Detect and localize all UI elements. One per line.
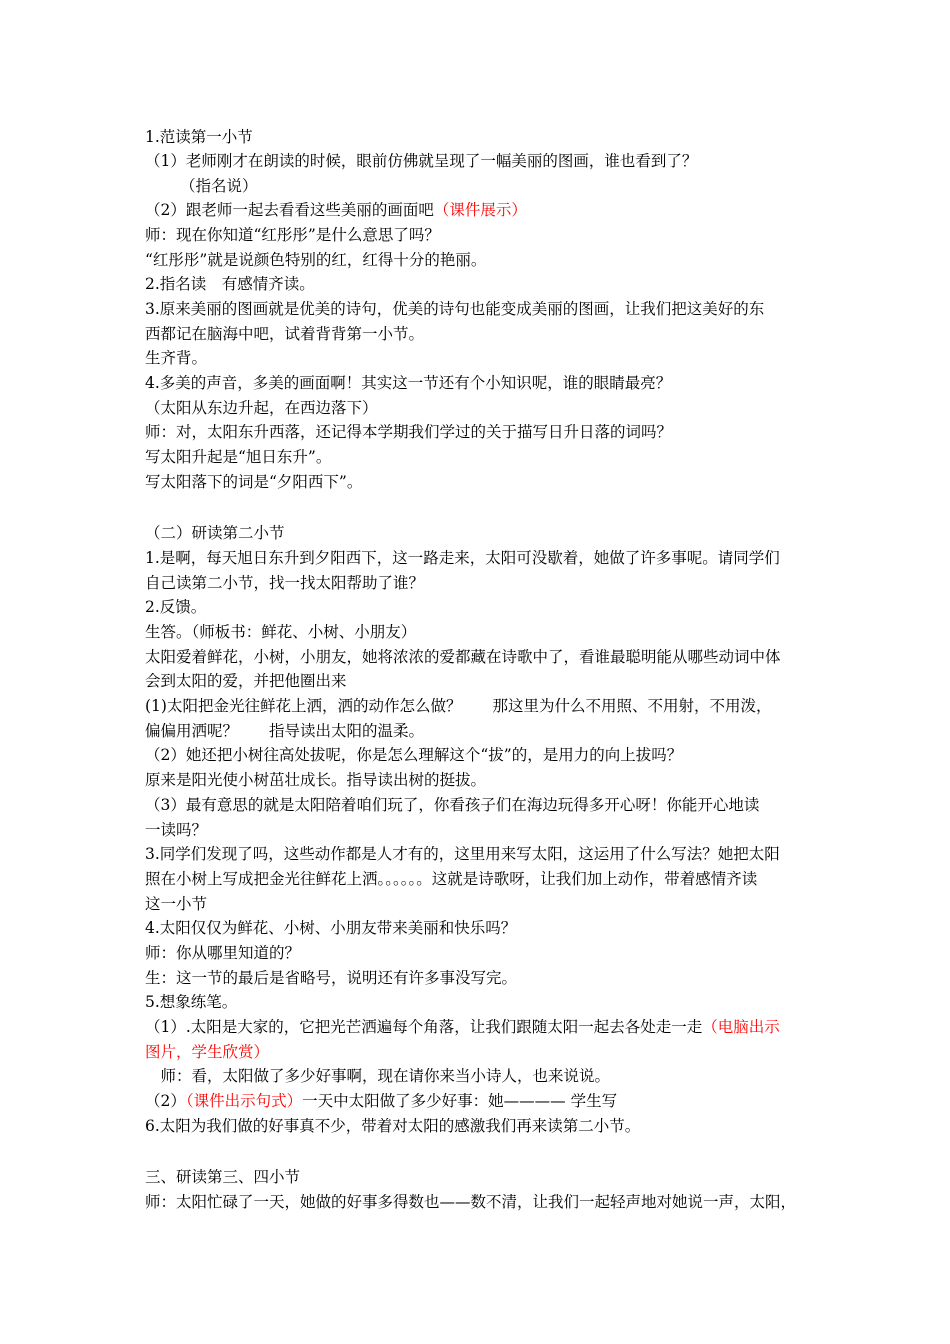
paragraph-line <box>145 842 825 866</box>
paragraph-line <box>145 470 825 494</box>
line-text: 会到太阳的爱，并把他圈出来 <box>145 672 347 690</box>
paragraph-line <box>145 1190 825 1214</box>
paragraph-line <box>145 743 825 767</box>
line-text: 偏偏用洒呢？ 指导读出太阳的温柔。 <box>145 722 425 740</box>
line-text: （太阳从东边升起，在西边落下） <box>145 399 378 417</box>
line-text: 写太阳升起是“旭日东升”。 <box>145 448 332 466</box>
line-text: “红彤彤”就是说颜色特别的红，红得十分的艳丽。 <box>145 251 487 269</box>
paragraph-line <box>180 174 860 198</box>
line-text: 6.太阳为我们做的好事真不少，带着对太阳的感激我们再来读第二小节。 <box>145 1117 641 1135</box>
paragraph-line <box>145 198 825 222</box>
highlight-note: （课件出示句式） <box>185 1092 303 1110</box>
paragraph-line <box>145 248 825 272</box>
paragraph-line <box>145 1015 825 1039</box>
line-text: （1）.太阳是大家的，它把光芒洒遍每个角落，让我们跟随太阳一起去各处走一走 <box>145 1018 703 1036</box>
paragraph-line <box>145 793 825 817</box>
line-text: （1）老师刚才在朗读的时候，眼前仿佛就呈现了一幅美丽的图画，谁也看到了？ <box>145 152 698 170</box>
line-text: 生答。（师板书：鲜花、小树、小朋友） <box>145 623 417 641</box>
paragraph-line <box>145 966 825 990</box>
paragraph-line <box>145 223 825 247</box>
paragraph-line <box>145 346 825 370</box>
line-text: 写太阳落下的词是“夕阳西下”。 <box>145 473 363 491</box>
line-text: 3.同学们发现了吗，这些动作都是人才有的，这里用来写太阳，这运用了什么写法？她把太阳 <box>145 845 780 863</box>
line-text: （2） <box>145 1092 186 1110</box>
paragraph-line <box>145 595 825 619</box>
paragraph-line <box>145 297 825 321</box>
paragraph-line <box>145 768 825 792</box>
paragraph-line <box>145 892 825 916</box>
section-heading-3 <box>145 1165 825 1189</box>
line-text: 3.原来美丽的图画就是优美的诗句，优美的诗句也能变成美丽的图画，让我们把这美好的东 <box>145 300 765 318</box>
highlight-note: 图片，学生欣赏） <box>145 1043 270 1061</box>
line-text: （3）最有意思的就是太阳陪着咱们玩了，你看孩子们在海边玩得多开心呀！你能开心地读 <box>145 796 760 814</box>
line-text: 生齐背。 <box>145 349 208 367</box>
line-text: 西都记在脑海中吧，试着背背第一小节。 <box>145 325 425 343</box>
line-text: 师：看，太阳做了多少好事啊，现在请你来当小诗人，也来说说。 <box>145 1067 611 1085</box>
paragraph-line <box>145 669 825 693</box>
paragraph-line <box>145 867 825 891</box>
line-text: （二）研读第二小节 <box>145 524 285 542</box>
line-text: 师：现在你知道“红彤彤”是什么意思了吗？ <box>145 226 440 244</box>
highlight-note: （课件展示） <box>433 201 527 219</box>
line-text: 师：太阳忙碌了一天，她做的好事多得数也——数不清，让我们一起轻声地对她说一声，太阳， <box>145 1193 797 1211</box>
line-text: 师：你从哪里知道的？ <box>145 944 301 962</box>
line-text: （2）跟老师一起去看看这些美丽的画面吧 <box>145 201 434 219</box>
line-text: 4.多美的声音，多美的画面啊！其实这一节还有个小知识呢，谁的眼睛最亮？ <box>145 374 672 392</box>
paragraph-line <box>145 1064 825 1088</box>
line-text: 照在小树上写成把金光往鲜花上洒。。。。。。这就是诗歌呀，让我们加上动作，带着感情齐读 <box>145 870 758 888</box>
paragraph-line <box>145 818 825 842</box>
line-text: 一天中太阳做了多少好事：她———— 学生写 <box>302 1092 618 1110</box>
paragraph-line <box>145 1114 825 1138</box>
paragraph-line <box>145 420 825 444</box>
line-text: （2）她还把小树往高处拔呢，你是怎么理解这个“拔”的，是用力的向上拔吗？ <box>145 746 683 764</box>
line-text: 生：这一节的最后是省略号，说明还有许多事没写完。 <box>145 969 518 987</box>
paragraph-line <box>145 620 825 644</box>
line-text: （指名说） <box>180 177 258 195</box>
line-text: 5.想象练笔。 <box>145 993 238 1011</box>
paragraph-line <box>145 916 825 940</box>
paragraph-line <box>145 571 825 595</box>
line-text: 太阳爱着鲜花，小树，小朋友，她将浓浓的爱都藏在诗歌中了，看谁最聪明能从哪些动词中体 <box>145 648 781 666</box>
paragraph-line <box>145 546 825 570</box>
paragraph-line <box>145 941 825 965</box>
line-text: 一读吗？ <box>145 821 208 839</box>
paragraph-line <box>145 396 825 420</box>
paragraph-line <box>145 1040 825 1064</box>
paragraph-line <box>145 272 825 296</box>
line-text: 4.太阳仅仅为鲜花、小树、小朋友带来美丽和快乐吗？ <box>145 919 517 937</box>
line-text: 三、研读第三、四小节 <box>145 1168 301 1186</box>
paragraph-line <box>145 645 825 669</box>
line-text: 师：对，太阳东升西落，还记得本学期我们学过的关于描写日升日落的词吗？ <box>145 423 673 441</box>
line-text: (1)太阳把金光往鲜花上洒，洒的动作怎么做？ 那这里为什么不用照、不用射，不用泼， <box>145 697 772 715</box>
section-heading-2 <box>145 521 825 545</box>
line-text: 原来是阳光使小树茁壮成长。指导读出树的挺拔。 <box>145 771 487 789</box>
paragraph-line <box>145 371 825 395</box>
line-text: 2.指名读 有感情齐读。 <box>145 275 315 293</box>
paragraph-line <box>145 445 825 469</box>
line-text: 这一小节 <box>145 895 208 913</box>
paragraph-line <box>145 719 825 743</box>
line-text: 自己读第二小节，找一找太阳帮助了谁？ <box>145 574 425 592</box>
line-text: 1.是啊，每天旭日东升到夕阳西下，这一路走来，太阳可没歇着，她做了许多事呢。请同学们 <box>145 549 780 567</box>
paragraph-line <box>145 322 825 346</box>
paragraph-line <box>145 149 825 173</box>
paragraph-line <box>145 694 825 718</box>
paragraph-line <box>145 1089 825 1113</box>
heading-1-read-first-section <box>145 125 825 149</box>
line-text: 1.范读第一小节 <box>145 128 253 146</box>
line-text: 2.反馈。 <box>145 598 207 616</box>
highlight-note: （电脑出示 <box>702 1018 780 1036</box>
paragraph-line <box>145 990 825 1014</box>
